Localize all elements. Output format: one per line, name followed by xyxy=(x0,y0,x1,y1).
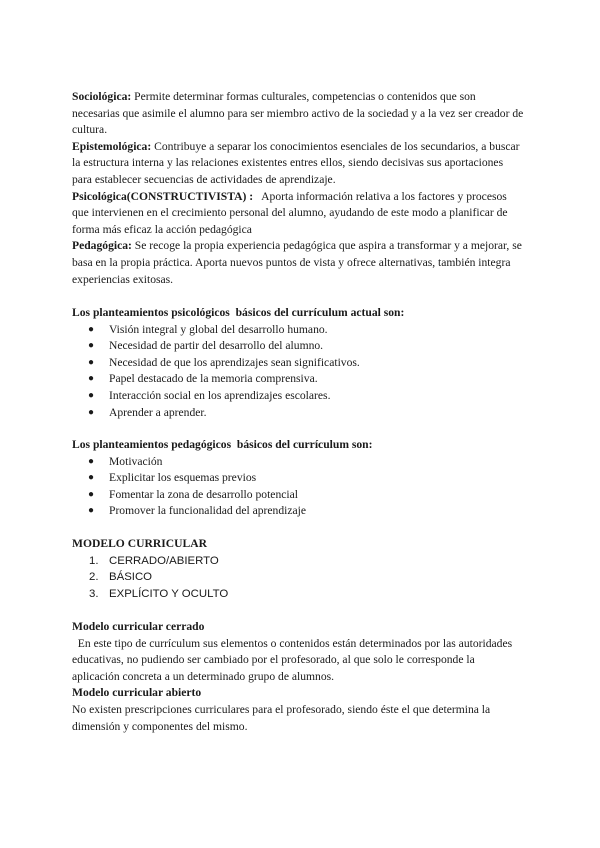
definition-text: Contribuye a separar los conocimientos esenciales de los secundarios, a buscar la estructura interna y las relaciones existentes entres ellos, siendo decisivas sus aportaciones para establecer secuencias de actividades de aprendizaje. xyxy=(72,139,520,186)
list-item: 2. BÁSICO xyxy=(89,571,153,584)
list-item: ● Necesidad de partir del desarrollo del alumno. xyxy=(72,338,524,355)
closed-model-text: En este tipo de currículum sus elementos o contenidos están determinados por las autoridades educativas, no pudiendo ser cambiado por el profesorado, al que solo le corresponde la aplicación concreta a un determinado grupo de alumnos. xyxy=(72,636,516,683)
model-heading: MODELO CURRICULAR xyxy=(72,537,207,550)
model-list xyxy=(72,553,524,603)
list-item: ● Visión integral y global del desarrollo humano. xyxy=(72,322,524,339)
definition-term: Pedagógica: xyxy=(72,239,132,253)
definition-sociologica xyxy=(72,89,524,139)
list-item: ● Fomentar la zona de desarrollo potencial xyxy=(72,487,524,504)
pedagogical-heading: Los planteamientos pedagógicos básicos del currículum son: xyxy=(72,438,373,451)
bullet-icon: ● xyxy=(88,340,95,352)
psychological-list xyxy=(72,322,524,422)
list-item: ● Aprender a aprender. xyxy=(72,405,524,422)
closed-model-section xyxy=(72,619,524,735)
pedagogical-list xyxy=(72,454,524,520)
bullet-icon: ● xyxy=(88,356,95,368)
list-item: ● Interacción social en los aprendizajes escolares. xyxy=(72,388,524,405)
definitions-section xyxy=(72,89,524,288)
definition-text: Se recoge la propia experiencia pedagógica que aspira a transformar y a mejorar, se basa en la propia práctica. Aporta nuevos puntos de vista y ofrece alternativas, también integra experiencias exitosas. xyxy=(72,239,522,286)
psychological-heading: Los planteamientos psicológicos básicos del currículum actual son: xyxy=(72,306,405,319)
open-model-text: No existen prescripciones curriculares para el profesorado, siendo éste el que determina la dimensión y componentes del mismo. xyxy=(72,702,491,733)
list-item: ● Papel destacado de la memoria comprensiva. xyxy=(72,371,524,388)
bullet-icon: ● xyxy=(88,389,95,401)
list-item: ● Necesidad de que los aprendizajes sean significativos. xyxy=(72,355,524,372)
definition-term: Sociológica: xyxy=(72,90,132,103)
definition-epistemologica xyxy=(72,139,524,189)
closed-model-heading: Modelo curricular cerrado xyxy=(72,620,205,633)
pedagogical-section xyxy=(72,437,524,520)
definition-term: Psicológica(CONSTRUCTIVISTA) : xyxy=(72,189,254,203)
definition-pedagogica xyxy=(72,238,524,288)
psychological-section xyxy=(72,305,524,421)
list-item: ● Explicitar los esquemas previos xyxy=(72,470,524,487)
list-item: 3. EXPLÍCITO Y OCULTO xyxy=(89,587,229,600)
model-section xyxy=(72,536,524,602)
definition-text: Permite determinar formas culturales, competencias o contenidos que son necesarias que asimile el alumno para ser miembro activo de la sociedad y a la vez ser creador de cultura. xyxy=(72,90,524,137)
definition-text: Aporta información relativa a los factores y procesos que intervienen en el crecimiento personal del alumno, ayudando de este modo a planificar de forma más eficaz la acción pedagógica xyxy=(72,189,511,236)
list-item: ● Motivación xyxy=(72,454,524,471)
bullet-icon: ● xyxy=(88,472,95,484)
bullet-icon: ● xyxy=(88,323,95,335)
bullet-icon: ● xyxy=(88,406,95,418)
bullet-icon: ● xyxy=(88,505,95,517)
list-item: 1. CERRADO/ABIERTO xyxy=(89,554,219,567)
list-item: ● Promover la funcionalidad del aprendizaje xyxy=(72,503,524,520)
bullet-icon: ● xyxy=(88,373,95,385)
bullet-icon: ● xyxy=(88,455,95,467)
definition-term: Epistemológica: xyxy=(72,139,152,153)
bullet-icon: ● xyxy=(88,488,95,500)
open-model-heading: Modelo curricular abierto xyxy=(72,686,202,700)
definition-psicologica xyxy=(72,189,524,239)
